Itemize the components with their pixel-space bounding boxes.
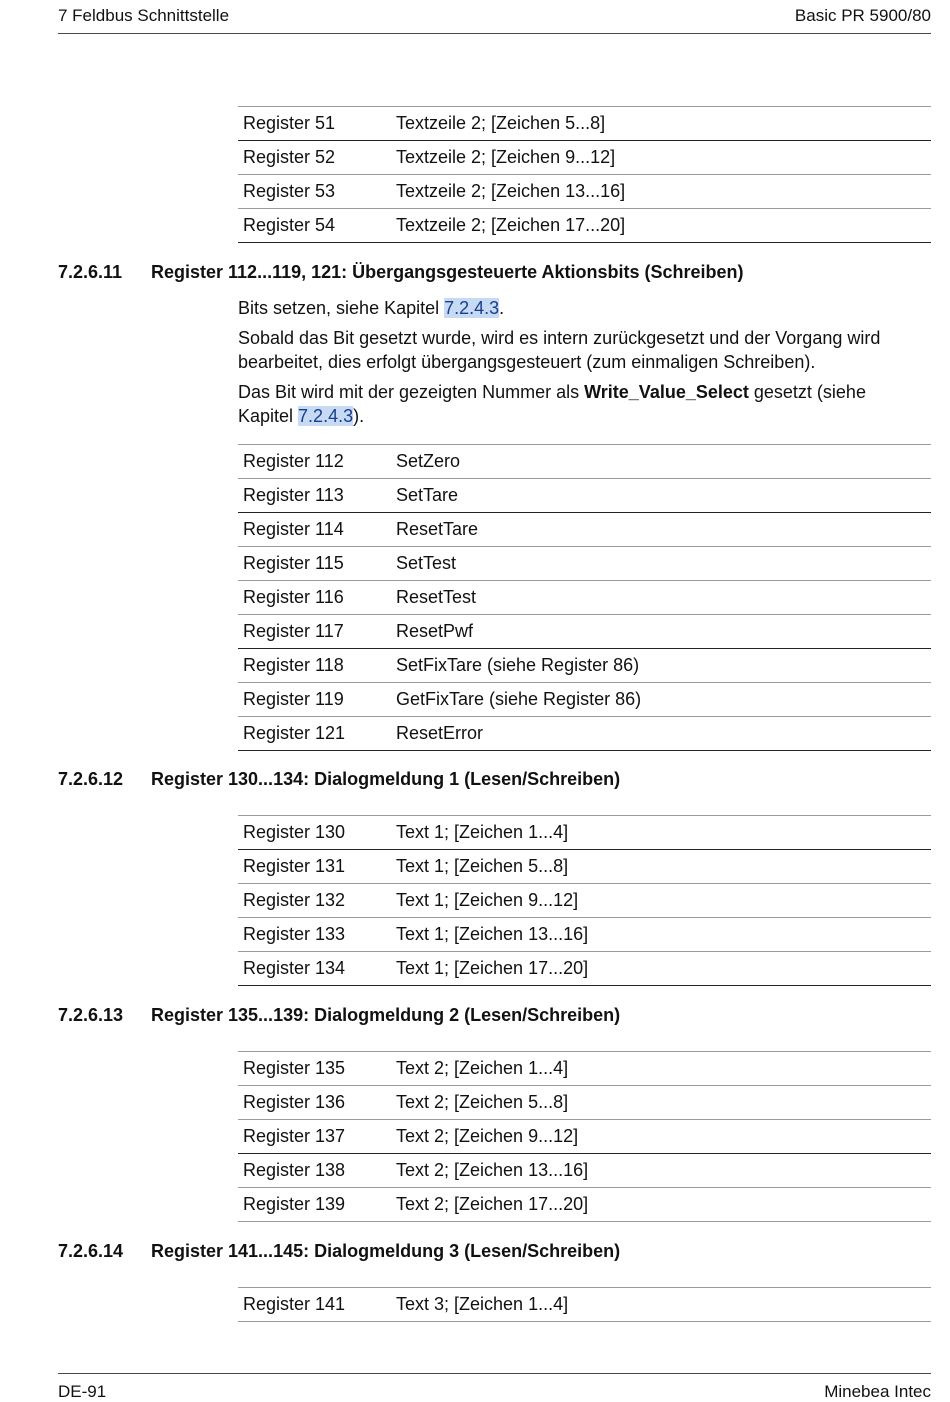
paragraph <box>238 380 898 428</box>
register-cell: Register 139 <box>243 1194 346 1214</box>
register-cell: Register 114 <box>243 519 344 539</box>
description-cell: Text 1; [Zeichen 13...16] <box>396 924 589 944</box>
table-row <box>238 479 931 513</box>
table-row <box>238 918 931 952</box>
register-cell: Register 119 <box>243 689 344 709</box>
description-cell: ResetPwf <box>396 621 474 641</box>
description-cell: ResetTare <box>396 519 479 539</box>
page-header <box>58 0 931 34</box>
register-cell: Register 117 <box>243 621 344 641</box>
register-cell: Register 131 <box>243 856 346 876</box>
description-cell: SetFixTare (siehe Register 86) <box>396 655 640 675</box>
chapter-title: 7 Feldbus Schnittstelle <box>58 6 230 25</box>
register-table-dialogmeldung-2 <box>238 1051 931 1222</box>
bold-term: Write_Value_Select <box>584 382 749 402</box>
register-cell: Register 135 <box>243 1058 346 1078</box>
chapter-link[interactable]: 7.2.4.3 <box>444 298 500 318</box>
description-cell: Textzeile 2; [Zeichen 17...20] <box>396 215 626 235</box>
table-row <box>238 547 931 581</box>
description-cell: ResetError <box>396 723 484 743</box>
table-row <box>238 1154 931 1188</box>
register-table-aktionsbits <box>238 444 931 751</box>
section-title: Register 141...145: Dialogmeldung 3 (Lesen/Schreiben) <box>151 1241 621 1261</box>
section-number: 7.2.6.13 <box>58 1005 124 1025</box>
register-cell: Register 115 <box>243 553 344 573</box>
register-cell: Register 138 <box>243 1160 346 1180</box>
description-cell: Textzeile 2; [Zeichen 5...8] <box>396 113 606 133</box>
table-row <box>238 884 931 918</box>
section-heading-7-2-6-14 <box>58 1241 620 1262</box>
description-cell: SetZero <box>396 451 461 471</box>
table-row <box>238 683 931 717</box>
table-row <box>238 1086 931 1120</box>
section-heading-7-2-6-13 <box>58 1005 620 1026</box>
table-row <box>238 445 931 479</box>
description-cell: Text 3; [Zeichen 1...4] <box>396 1294 569 1314</box>
table-row <box>238 1288 931 1322</box>
table-row <box>238 850 931 884</box>
register-table-dialogmeldung-3 <box>238 1287 931 1322</box>
description-cell: Text 2; [Zeichen 13...16] <box>396 1160 589 1180</box>
text: . <box>499 298 505 318</box>
description-cell: Text 2; [Zeichen 5...8] <box>396 1092 569 1112</box>
register-cell: Register 116 <box>243 587 344 607</box>
company-name: Minebea Intec <box>824 1382 931 1401</box>
register-cell: Register 54 <box>243 215 336 235</box>
section-title: Register 112...119, 121: Übergangsgesteuerte Aktionsbits (Schreiben) <box>151 262 744 282</box>
register-cell: Register 133 <box>243 924 346 944</box>
register-cell: Register 121 <box>243 723 346 743</box>
section-number: 7.2.6.11 <box>58 262 123 282</box>
register-cell: Register 136 <box>243 1092 346 1112</box>
chapter-link[interactable]: 7.2.4.3 <box>298 406 354 426</box>
table-row <box>238 615 931 649</box>
table-row <box>238 952 931 986</box>
register-table-dialogmeldung-1 <box>238 815 931 986</box>
section-title: Register 135...139: Dialogmeldung 2 (Lesen/Schreiben) <box>151 1005 621 1025</box>
text: Das Bit wird mit der gezeigten Nummer als <box>238 382 585 402</box>
table-row <box>238 1052 931 1086</box>
register-cell: Register 130 <box>243 822 346 842</box>
description-cell: Text 1; [Zeichen 17...20] <box>396 958 589 978</box>
table-row <box>238 816 931 850</box>
table-row <box>238 107 931 141</box>
text: ). <box>353 406 365 426</box>
table-row <box>238 649 931 683</box>
section-title: Register 130...134: Dialogmeldung 1 (Lesen/Schreiben) <box>151 769 621 789</box>
section-number: 7.2.6.14 <box>58 1241 124 1261</box>
description-cell: Text 2; [Zeichen 9...12] <box>396 1126 579 1146</box>
register-cell: Register 113 <box>243 485 344 505</box>
text: Bits setzen, siehe Kapitel <box>238 298 445 318</box>
page-number: DE-91 <box>58 1382 107 1401</box>
register-cell: Register 53 <box>243 181 336 201</box>
product-name: Basic PR 5900/80 <box>794 6 931 25</box>
table-row <box>238 1188 931 1222</box>
register-cell: Register 52 <box>243 147 336 167</box>
description-cell: Text 1; [Zeichen 5...8] <box>396 856 569 876</box>
register-cell: Register 51 <box>243 113 336 133</box>
description-cell: SetTest <box>396 553 457 573</box>
table-row <box>238 1120 931 1154</box>
description-cell: Text 1; [Zeichen 1...4] <box>396 822 569 842</box>
section-text <box>238 296 898 434</box>
register-cell: Register 134 <box>243 958 346 978</box>
paragraph <box>238 296 898 320</box>
section-heading-7-2-6-12 <box>58 769 620 790</box>
description-cell: Textzeile 2; [Zeichen 13...16] <box>396 181 626 201</box>
table-row <box>238 581 931 615</box>
register-cell: Register 118 <box>243 655 344 675</box>
table-row <box>238 513 931 547</box>
section-number: 7.2.6.12 <box>58 769 124 789</box>
description-cell: SetTare <box>396 485 459 505</box>
description-cell: Textzeile 2; [Zeichen 9...12] <box>396 147 616 167</box>
register-cell: Register 137 <box>243 1126 346 1146</box>
description-cell: GetFixTare (siehe Register 86) <box>396 689 642 709</box>
section-heading-7-2-6-11 <box>58 262 744 283</box>
description-cell: Text 1; [Zeichen 9...12] <box>396 890 579 910</box>
register-cell: Register 112 <box>243 451 344 471</box>
description-cell: Text 2; [Zeichen 1...4] <box>396 1058 569 1078</box>
table-row <box>238 209 931 243</box>
register-table-textzeile-2 <box>238 106 931 243</box>
page-footer <box>58 1373 931 1402</box>
table-row <box>238 175 931 209</box>
paragraph: Sobald das Bit gesetzt wurde, wird es intern zurückgesetzt und der Vorgang wird bearbeitet, dies erfolgt übergangsgesteuert (zum einmaligen Schreiben). <box>238 328 881 372</box>
table-row <box>238 717 931 751</box>
description-cell: ResetTest <box>396 587 477 607</box>
text: gesetzt (siehe Kapitel <box>238 382 866 426</box>
register-cell: Register 132 <box>243 890 346 910</box>
table-row <box>238 141 931 175</box>
description-cell: Text 2; [Zeichen 17...20] <box>396 1194 589 1214</box>
register-cell: Register 141 <box>243 1294 346 1314</box>
